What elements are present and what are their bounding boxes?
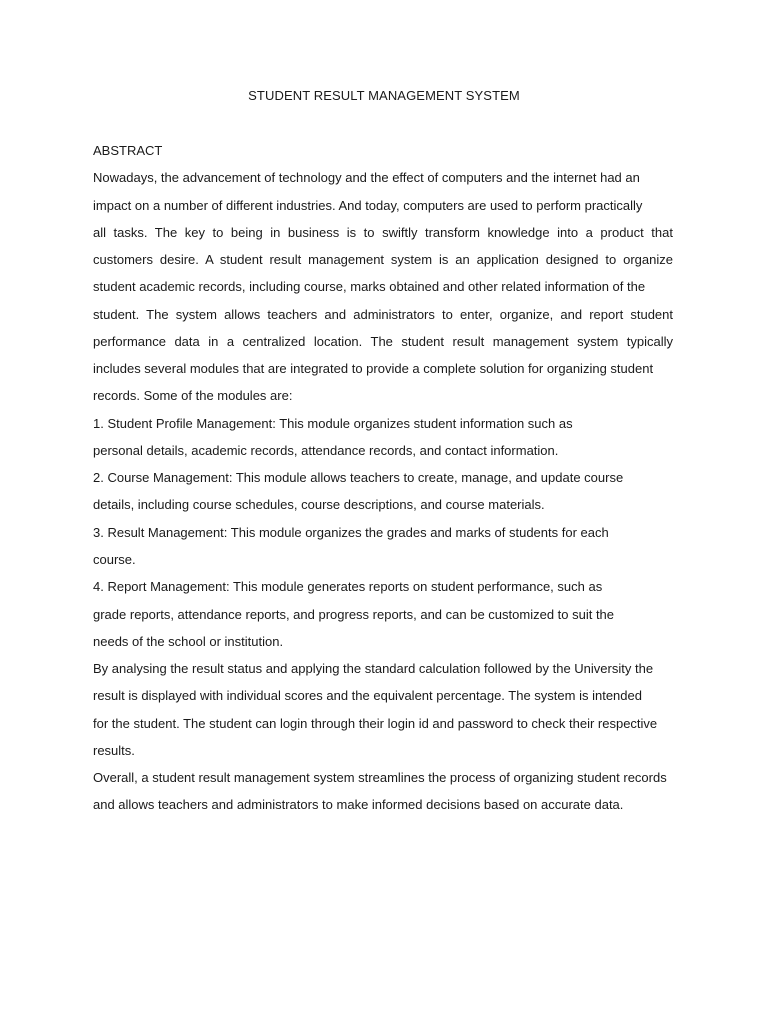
text-line: course. bbox=[93, 551, 136, 567]
abstract-heading: ABSTRACT bbox=[93, 143, 163, 158]
text-line: 4. Report Management: This module generates reports on student performance, such as bbox=[93, 579, 603, 595]
text-line: By analysing the result status and applying the standard calculation followed by the University the bbox=[93, 661, 654, 677]
text-line: grade reports, attendance reports, and progress reports, and can be customized to suit the bbox=[93, 606, 615, 622]
text-line: 3. Result Management: This module organizes the grades and marks of students for each bbox=[93, 524, 609, 540]
text-line: performance data in a centralized location. The student result management system typically bbox=[93, 333, 673, 349]
text-line: records. Some of the modules are: bbox=[93, 388, 293, 404]
paragraph-lines bbox=[93, 168, 673, 822]
text-line: student academic records, including course, marks obtained and other related information of the bbox=[93, 279, 646, 295]
text-line: Overall, a student result management system streamlines the process of organizing student records bbox=[93, 770, 667, 786]
text-line: impact on a number of different industries. And today, computers are used to perform practically bbox=[93, 197, 643, 213]
text-line: 1. Student Profile Management: This module organizes student information such as bbox=[93, 415, 573, 431]
text-line: student. The system allows teachers and administrators to enter, organize, and report student bbox=[93, 306, 673, 322]
text-line: needs of the school or institution. bbox=[93, 633, 284, 649]
text-line: personal details, academic records, attendance records, and contact information. bbox=[93, 442, 559, 458]
text-line: 2. Course Management: This module allows teachers to create, manage, and update course bbox=[93, 470, 624, 486]
text-line: Nowadays, the advancement of technology and the effect of computers and the internet had an bbox=[93, 170, 640, 186]
text-line: details, including course schedules, course descriptions, and course materials. bbox=[93, 497, 545, 513]
text-line: customers desire. A student result management system is an application designed to organize bbox=[93, 252, 673, 268]
text-line: for the student. The student can login through their login id and password to check their respective bbox=[93, 715, 658, 731]
text-line: all tasks. The key to being in business is to swiftly transform knowledge into a product that bbox=[93, 224, 673, 240]
text-line: result is displayed with individual scores and the equivalent percentage. The system is intended bbox=[93, 688, 642, 704]
abstract-body bbox=[93, 141, 673, 823]
text-line: and allows teachers and administrators to make informed decisions based on accurate data. bbox=[93, 797, 624, 813]
document-title: STUDENT RESULT MANAGEMENT SYSTEM bbox=[248, 88, 520, 103]
text-line: results. bbox=[93, 742, 135, 758]
text-line: includes several modules that are integrated to provide a complete solution for organizing student bbox=[93, 361, 654, 377]
